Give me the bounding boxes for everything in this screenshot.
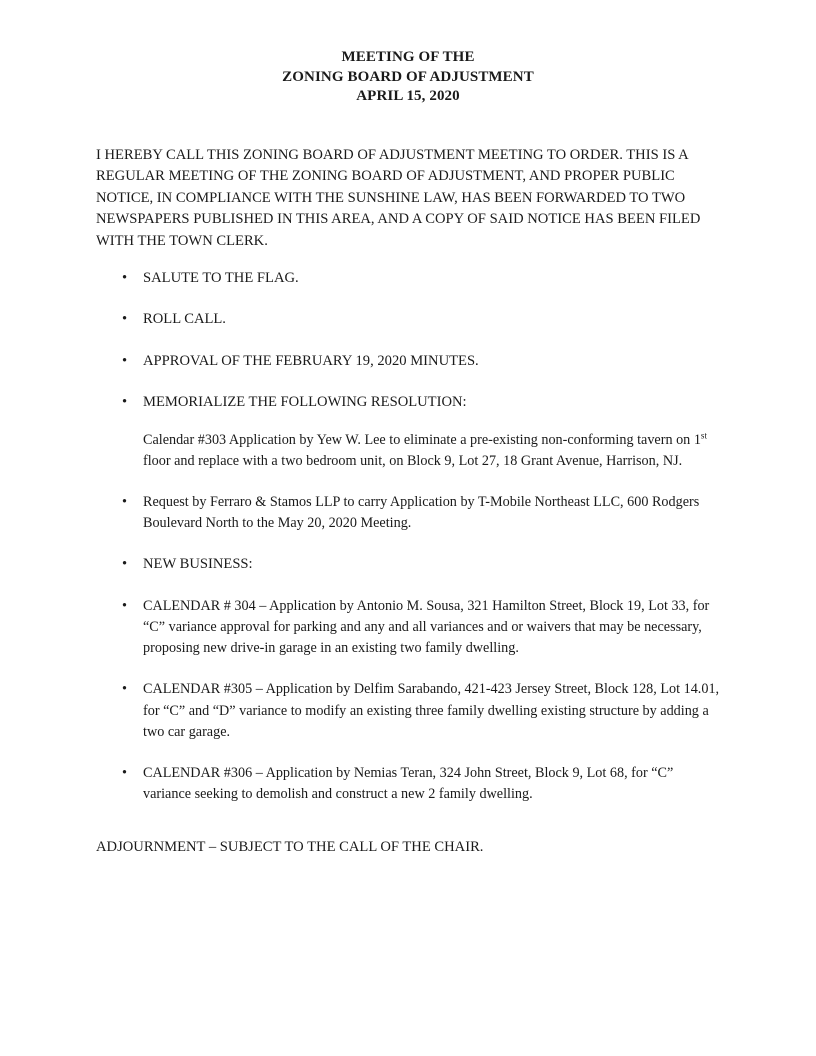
agenda-item-label: CALENDAR #305 – Application by Delfim Sarabando, 421-423 Jersey Street, Block 128, Lot 14.01, for “C” and “D” variance to modify an existing three family dwelling existing structure by adding a two car garage. xyxy=(143,681,720,740)
agenda-list xyxy=(96,252,720,805)
bullet-icon: • xyxy=(122,494,127,511)
agenda-item-label: APPROVAL OF THE FEBRUARY 19, 2020 MINUTES. xyxy=(143,352,479,369)
agenda-item-label: Request by Ferraro & Stamos LLP to carry Application by T-Mobile Northeast LLC, 600 Rodgers Boulevard North to the May 20, 2020 Meeting. xyxy=(143,494,700,532)
header-line-board-name: ZONING BOARD OF ADJUSTMENT xyxy=(282,68,534,85)
header-line-meeting-of-the: MEETING OF THE xyxy=(341,49,475,65)
agenda-item-label: CALENDAR #306 – Application by Nemias Teran, 324 John Street, Block 9, Lot 68, for “C” variance seeking to demolish and construct a new 2 family dwelling. xyxy=(143,765,674,803)
bullet-icon: • xyxy=(122,556,128,573)
bullet-icon: • xyxy=(122,270,128,286)
bullet-icon: • xyxy=(122,352,128,369)
agenda-item-memorialize-resolution xyxy=(96,392,720,413)
agenda-item-label: ROLL CALL. xyxy=(143,311,226,328)
bullet-icon: • xyxy=(122,597,127,614)
agenda-item-approval-of-minutes xyxy=(96,351,720,372)
agenda-item-label: NEW BUSINESS: xyxy=(143,556,253,573)
agenda-item-new-business xyxy=(96,554,720,575)
agenda-item-calendar-304 xyxy=(96,596,720,660)
bullet-icon: • xyxy=(122,394,128,411)
bullet-icon: • xyxy=(122,681,127,698)
agenda-item-carry-request-tmobile xyxy=(96,492,720,534)
resolution-calendar-303-text xyxy=(96,430,720,472)
bullet-icon: • xyxy=(122,765,127,782)
adjournment-line: ADJOURNMENT – SUBJECT TO THE CALL OF THE CHAIR. xyxy=(96,839,484,856)
agenda-item-label: SALUTE TO THE FLAG. xyxy=(143,270,299,286)
resolution-303-text-part1: Calendar #303 Application by Yew W. Lee to eliminate a pre-existing non-conforming tavern on 1 xyxy=(143,431,701,448)
agenda-item-label: MEMORIALIZE THE FOLLOWING RESOLUTION: xyxy=(143,394,467,411)
agenda-item-calendar-305 xyxy=(96,679,720,743)
agenda-item-label: CALENDAR # 304 – Application by Antonio M. Sousa, 321 Hamilton Street, Block 19, Lot 33, for “C” variance approval for parking and any and all variances and or waivers that may be necessary, proposing new drive-in garage in an existing two family dwelling. xyxy=(143,597,710,657)
header-line-date: APRIL 15, 2020 xyxy=(356,88,460,104)
document-header xyxy=(0,0,816,107)
agenda-item-roll-call xyxy=(96,309,720,330)
agenda-item-salute-to-flag xyxy=(96,268,720,289)
ordinal-suffix-st: st xyxy=(700,429,707,440)
resolution-303-text-part2: floor and replace with a two bedroom unit, on Block 9, Lot 27, 18 Grant Avenue, Harrison, NJ. xyxy=(143,452,683,469)
call-to-order-paragraph: I HEREBY CALL THIS ZONING BOARD OF ADJUSTMENT MEETING TO ORDER. THIS IS A REGULAR MEETING OF THE ZONING BOARD OF ADJUSTMENT, AND PROPER PUBLIC NOTICE, IN COMPLIANCE WITH THE SUNSHINE LAW, HAS BEEN FORWARDED TO TWO NEWSPAPERS PUBLISHED IN THIS AREA, AND A COPY OF SAID NOTICE HAS BEEN FILED WITH THE TOWN CLERK. xyxy=(96,146,701,249)
document-body xyxy=(96,107,720,859)
agenda-item-calendar-306 xyxy=(96,763,720,805)
bullet-icon: • xyxy=(122,311,128,328)
